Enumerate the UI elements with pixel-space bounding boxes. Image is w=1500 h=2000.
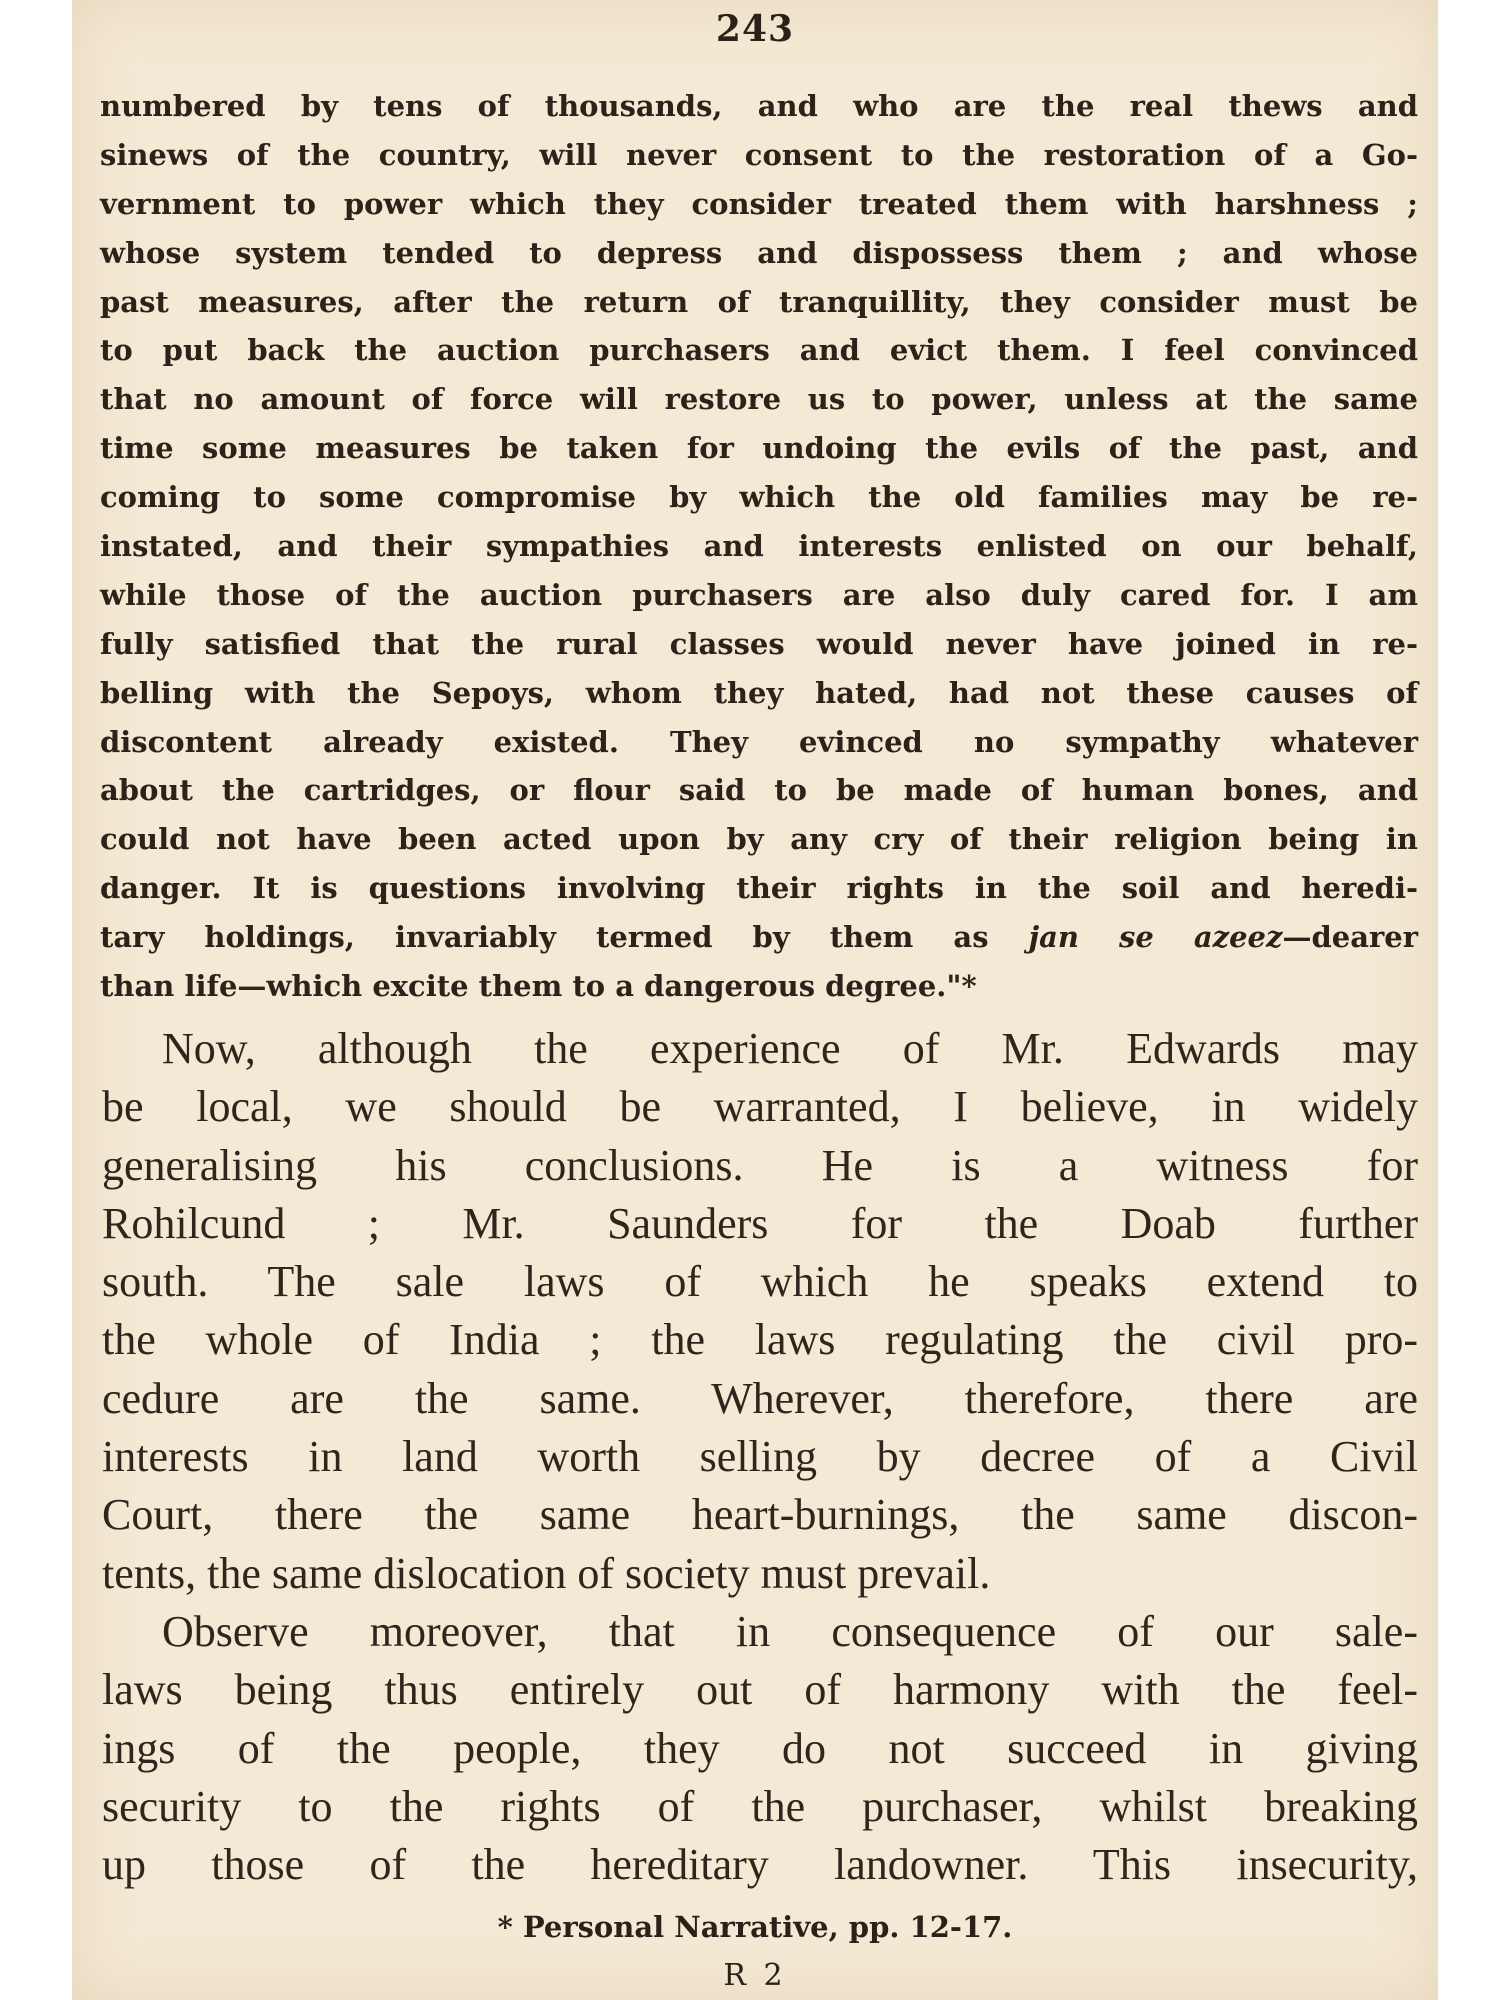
quote-line: about the cartridges, or flour said to be made of human bones, and	[100, 773, 1418, 808]
body-line: cedure are the same. Wherever, therefore, there are	[102, 1373, 1418, 1423]
quote-line: numbered by tens of thousands, and who are the real thews and	[100, 89, 1418, 123]
quote-line: could not have been acted upon by any cry of their religion being in	[100, 822, 1418, 857]
body-line: Now, although the experience of Mr. Edwards may	[162, 1024, 1418, 1073]
quote-line: vernment to power which they consider treated them with harshness ;	[100, 186, 1418, 221]
quote-text-before: tary holdings, invariably termed by them as	[100, 920, 1029, 955]
body-line: interests in land worth selling by decree of a Civil	[102, 1432, 1418, 1482]
quote-line: fully satisfied that the rural classes would never have joined in re-	[100, 626, 1418, 661]
quote-line-with-italic	[100, 913, 1418, 962]
body-line: laws being thus entirely out of harmony with the feel-	[102, 1665, 1418, 1715]
page-number: 243	[715, 8, 795, 50]
quote-text-after: —dearer	[1282, 920, 1419, 955]
body-line: generalising his conclusions. He is a witness for	[102, 1140, 1418, 1190]
quote-line: to put back the auction purchasers and evict them. I feel convinced	[100, 333, 1418, 368]
body-line: Court, there the same heart-burnings, the same discon-	[102, 1490, 1418, 1540]
quote-line: coming to some compromise by which the old families may be re-	[100, 480, 1418, 515]
quote-line: belling with the Sepoys, whom they hated, had not these causes of	[100, 675, 1418, 710]
quote-line: instated, and their sympathies and interests enlisted on our behalf,	[100, 529, 1418, 564]
quote-line: while those of the auction purchasers are also duly cared for. I am	[100, 577, 1418, 612]
body-line: ings of the people, they do not succeed in giving	[102, 1723, 1418, 1773]
quote-line: discontent already existed. They evinced no sympathy whatever	[100, 724, 1418, 759]
italic-phrase: jan se azeez	[1028, 920, 1283, 955]
quote-line: danger. It is questions involving their rights in the soil and heredi-	[100, 871, 1418, 906]
footnote: * Personal Narrative, pp. 12-17.	[497, 1910, 1013, 1944]
book-page	[72, 0, 1438, 2000]
body-paragraphs	[102, 1020, 1418, 1894]
quote-line: than life—which excite them to a dangerous degree."*	[100, 969, 977, 1004]
body-line: Rohilcund ; Mr. Saunders for the Doab further	[102, 1198, 1418, 1248]
body-line: Observe moreover, that in consequence of our sale-	[162, 1606, 1418, 1656]
body-line: up those of the hereditary landowner. This insecurity,	[102, 1840, 1418, 1890]
quote-line: whose system tended to depress and dispossess them ; and whose	[100, 235, 1418, 270]
body-line: tents, the same dislocation of society must prevail.	[102, 1548, 991, 1598]
body-line: security to the rights of the purchaser, whilst breaking	[102, 1781, 1418, 1831]
quote-line: that no amount of force will restore us to power, unless at the same	[100, 382, 1418, 417]
body-line: south. The sale laws of which he speaks extend to	[102, 1257, 1418, 1307]
body-line: the whole of India ; the laws regulating the civil pro-	[102, 1315, 1418, 1365]
signature-mark: R 2	[723, 1958, 787, 1993]
quoted-passage	[100, 82, 1418, 1011]
body-line: be local, we should be warranted, I believe, in widely	[102, 1082, 1418, 1132]
quote-line: sinews of the country, will never consent to the restoration of a Go-	[100, 137, 1418, 172]
quote-line: time some measures be taken for undoing the evils of the past, and	[100, 431, 1418, 466]
quote-line: past measures, after the return of tranquillity, they consider must be	[100, 284, 1418, 319]
